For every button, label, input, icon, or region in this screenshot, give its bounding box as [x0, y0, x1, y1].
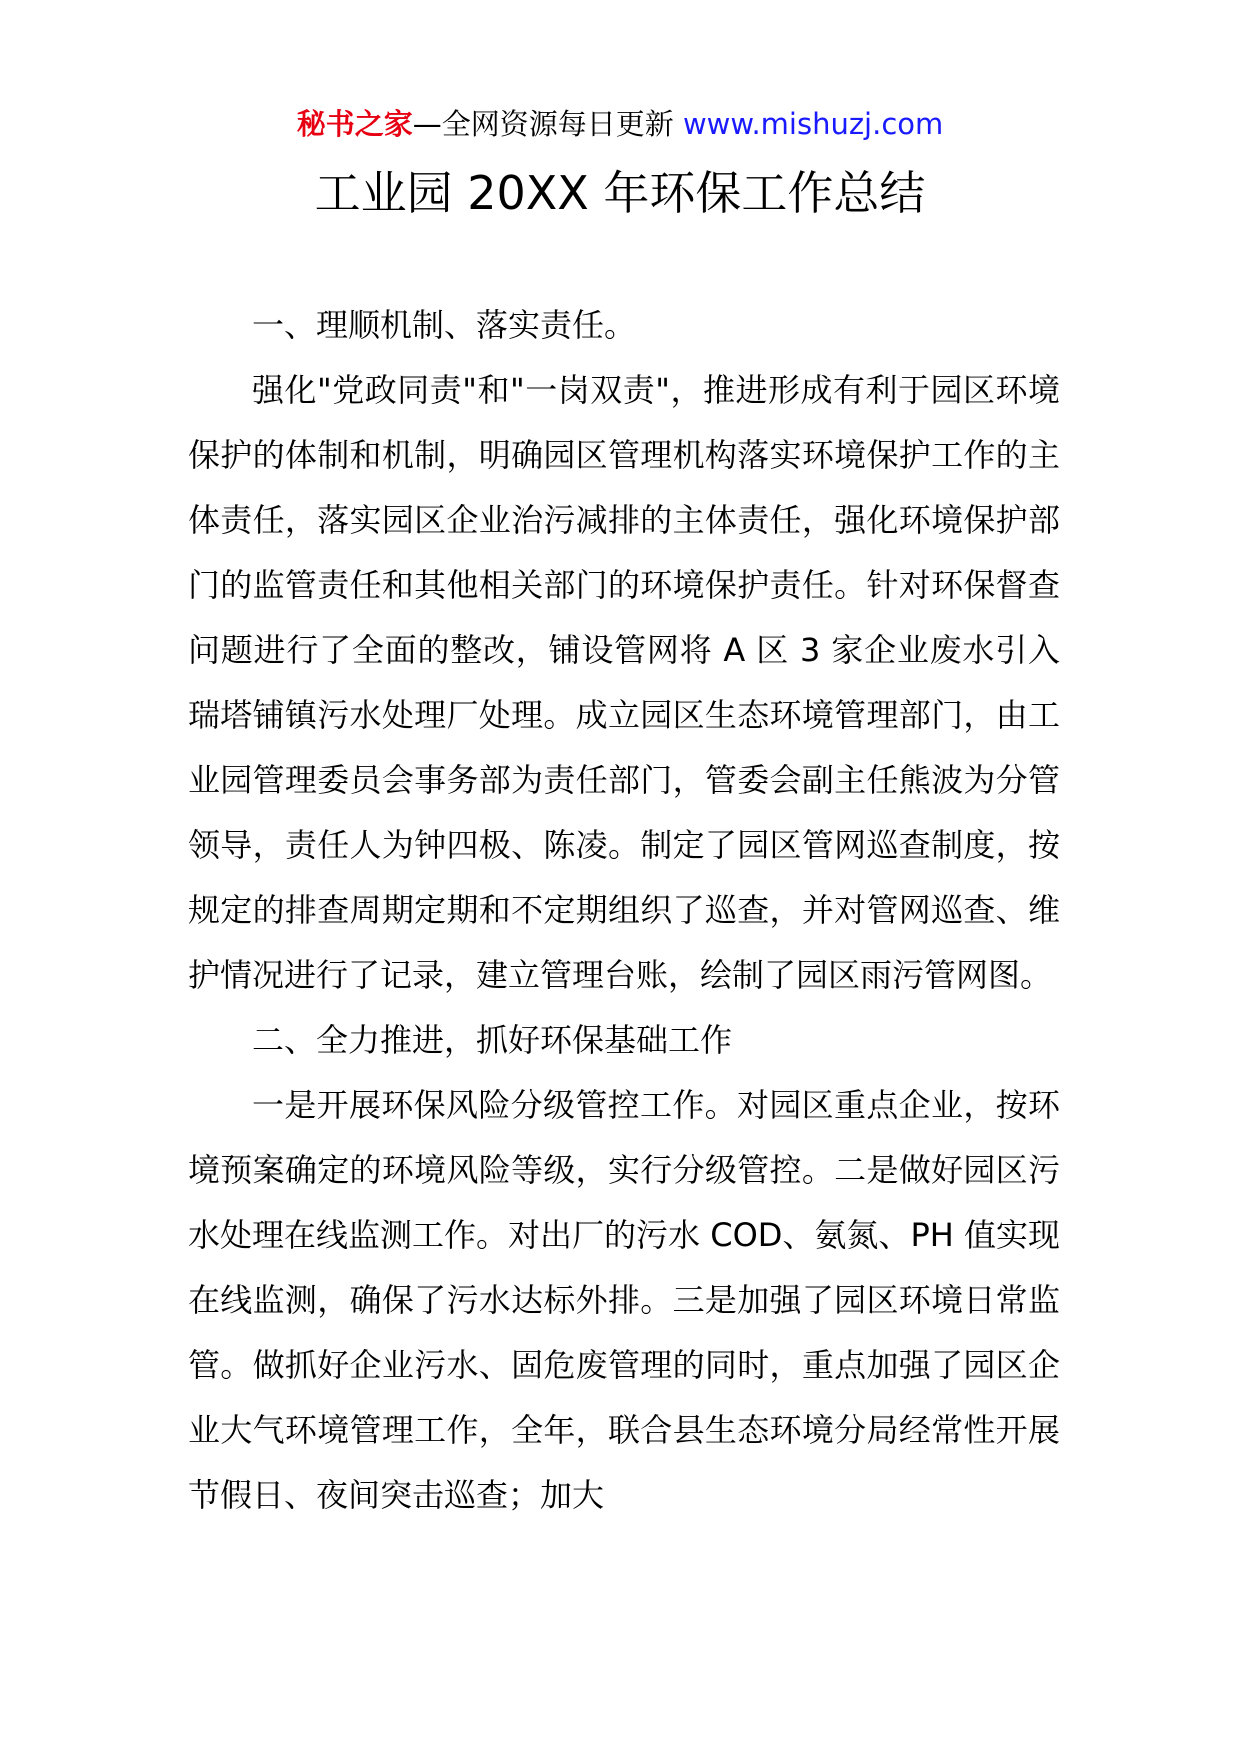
brand-name: 秘书之家	[296, 107, 413, 141]
section-2-paragraph: 一是开展环保风险分级管控工作。对园区重点企业，按环境预案确定的环境风险等级，实行分级管控。二是做好园区污水处理在线监测工作。对出厂的污水 COD、氨氮、PH 值实现在线监测，确保了污水达标外排。三是加强了园区环境日常监管。做抓好企业污水、固危废管理的同时，重点加强了园区企业大气环境管理工作，全年，联合县生态环境分局经常性开展节假日、夜间突击巡查；加大	[188, 1086, 1060, 1514]
site-url-link[interactable]: www.mishuzj.com	[682, 107, 944, 141]
section-1-paragraph: 强化"党政同责"和"一岗双责"，推进形成有利于园区环境保护的体制和机制，明确园区管理机构落实环境保护工作的主体责任，落实园区企业治污减排的主体责任，强化环境保护部门的监管责任和其他相关部门的环境保护责任。针对环保督查问题进行了全面的整改，铺设管网将 A 区 3 家企业废水引入瑞塔铺镇污水处理厂处理。成立园区生态环境管理部门，由工业园管理委员会事务部为责任部门，管委会副主任熊波为分管领导，责任人为钟四极、陈凌。制定了园区管网巡查制度，按规定的排查周期定期和不定期组织了巡查，并对管网巡查、维护情况进行了记录，建立管理台账，绘制了园区雨污管网图。	[188, 371, 1060, 994]
site-header	[0, 104, 1240, 144]
section-2-heading: 二、全力推进，抓好环保基础工作	[252, 1021, 733, 1059]
document-body	[188, 293, 1060, 1528]
section-1-heading: 一、理顺机制、落实责任。	[252, 306, 637, 344]
document-title: 工业园 20XX 年环保工作总结	[314, 166, 926, 220]
header-tagline: —全网资源每日更新	[412, 107, 683, 141]
